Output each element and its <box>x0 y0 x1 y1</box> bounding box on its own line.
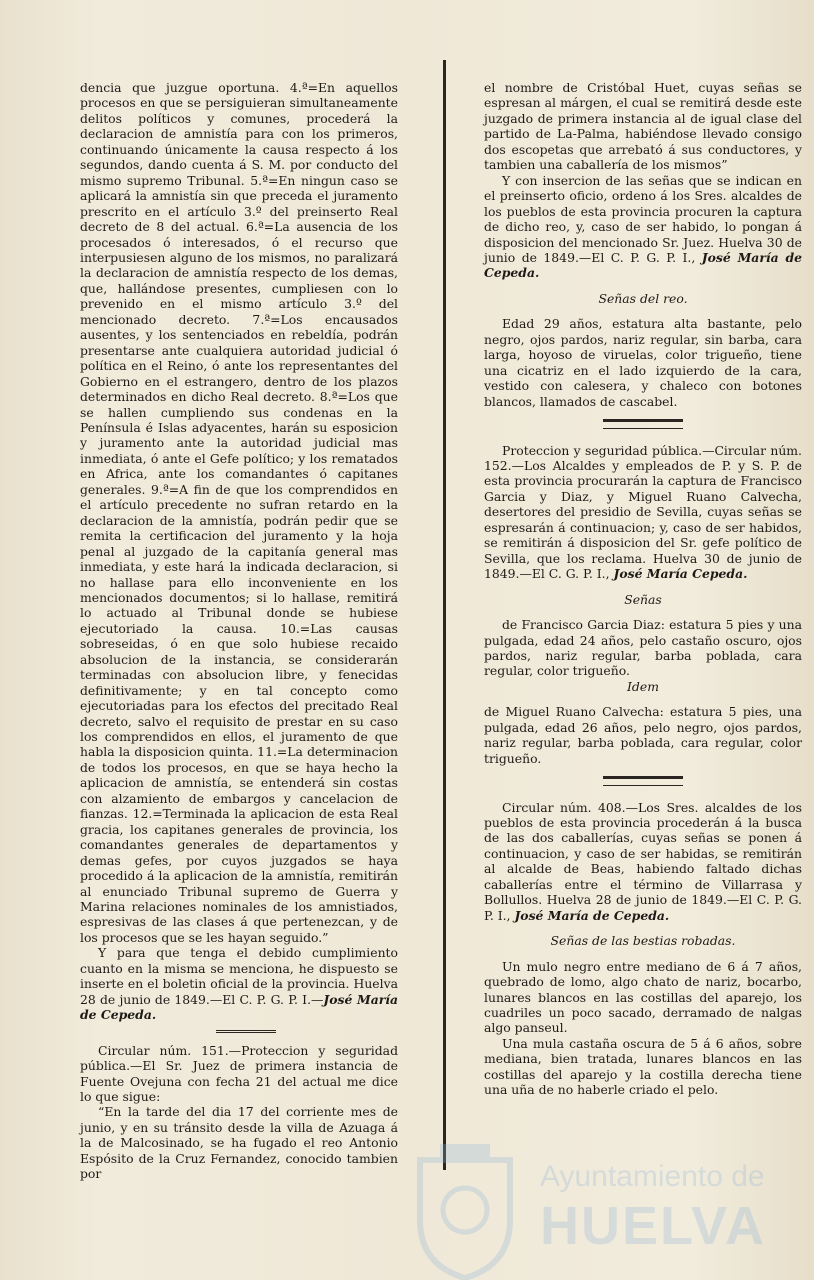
section-divider <box>484 774 802 789</box>
signature: José María de Cepeda. <box>80 991 399 1023</box>
description-paragraph: Una mula castaña oscura de 5 á 6 años, sobre mediana, bien tratada, lunares blancos en las costillas del aparejo y la costilla derecha tiene una uña de no haberle criado el pelo. <box>484 1035 802 1098</box>
description-paragraph: Un mulo negro entre mediano de 6 á 7 años, quebrado de lomo, algo chato de nariz, bocarbo, lunares blancos en las costillas del aparejo, los cuadriles un poco sacado, derramado de nalgas algo panseul. <box>484 958 802 1036</box>
watermark-title: HUELVA <box>540 1196 766 1256</box>
circular-152-paragraph: Proteccion y seguridad pública.—Circular núm. 152.—Los Alcaldes y empleados de P. y S. P. de esta provincia procurarán la captura de Francisco Garcia y Diaz, y Miguel Ruano Calvecha, desertores del presidio de Sevilla, cuyas señas se espresarán á continuacion; y, caso de ser habidos, se remitirán á disposicion del Sr. gefe político de Sevilla, que los reclama. Huelva 30 de junio de 1849.—El C. G. P. I., José María Cepeda. <box>484 442 802 582</box>
watermark-subtitle: Ayuntamiento de <box>540 1160 765 1193</box>
coat-of-arms-icon <box>410 1140 520 1280</box>
decree-rules-paragraph: dencia que juzgue oportuna. 4.ª=En aquellos procesos en que se persiguieran simultaneamente delitos políticos y comunes, procederá la declaracion de amnistía para con los primeros, continuando únicamente la causa respecto á los segundos, dando cuenta á S. M. por conducto del mismo supremo Tribunal. 5.ª=En ningun caso se aplicará la amnistía sin que preceda el juramento prescrito en el artículo 3.º del preinserto Real decreto de 8 del actual. 6.ª=La ausencia de los procesados ó interesados, ó el recurso que interpusiesen alguno de los mismos, no paralizará la declaracion de amnistía respecto de los demas, que, hallándose presentes, cumpliesen con lo prevenido en el mismo artículo 3.º del mencionado decreto. 7.ª=Los encausados ausentes, y los sentenciados en rebeldía, podrán presentarse ante cualquiera autoridad judicial ó política en el Reino, ó ante los representantes del Gobierno en el estrangero, dentro de los plazos determinados en dicho Real decreto. 8.ª=Los que se hallen cumpliendo sus condenas en la Península é Islas adyacentes, harán su esposicion y juramento ante la autoridad judicial mas inmediata, ó ante el Gefe político; y los rematados en Africa, ante los comandantes ó capitanes generales. 9.ª=A fin de que los comprendidos en el artículo precedente no sufran retardo en la declaracion de la amnistía, podrán pedir que se remita la certificacion del juramento y la hoja penal al juzgado de la capitanía general mas inmediata, y este hará la indicada declaracion, si no hallase para ello inconveniente en los mencionados documentos; si lo hallase, remitirá lo actuado al Tribunal donde se hubiese ejecutoriado la causa. 10.=Las causas sobreseidas, ó en que solo hubiese recaido absolucion de la instancia, se considerarán terminadas con absolucion libre, y fenecidas definitivamente; y en tal concepto como ejecutoriadas para los efectos del precitado Real decreto, salvo el requisito de prestar en su caso los comprendidos en ellos, el juramento de que habla la disposicion quinta. 11.=La determinacion de todos los procesos, en que se haya hecho la aplicacion de amnistía, se entenderá sin costas con alzamiento de embargos y cancelacion de fianzas. 12.=Terminada la aplicacion de esta Real gracia, los capitanes generales de provincia, los comandantes generales de departamentos y demas gefes, por cuyos juzgados se haya procedido á la aplicacion de la amnistía, remitirán al enunciado Tribunal supremo de Guerra y Marina relaciones nominales de los amnistiados, espresivas de las clases á que pertenezcan, y de los procesos que se les hayan seguido.” <box>80 80 398 945</box>
closing-paragraph: Y para que tenga el debido cumplimiento cuanto en la misma se menciona, he dispuesto se inserte en el boletin oficial de la provincia. Huelva 28 de junio de 1849.—El C. P. G. P. I.—José María de Cepeda. <box>80 945 399 1023</box>
left-column <box>80 80 398 1182</box>
description-paragraph: Edad 29 años, estatura alta bastante, pelo negro, ojos pardos, nariz regular, sin barba, cara larga, hoyoso de viruelas, color trigueño, tiene una cicatriz en el lado izquierdo de la cara, vestido con calesera, y chaleco con botones blancos, llamados de cascabel. <box>484 316 802 409</box>
continuation-paragraph: el nombre de Cristóbal Huet, cuyas señas se espresan al márgen, el cual se remitirá desde este juzgado de primera instancia al de igual clase del partido de La-Palma, habiéndose llevado consigo dos escopetas que arrebató á sus conductores, y tambien una caballería de los mismos” <box>484 80 802 173</box>
quoted-report-paragraph: “En la tarde del dia 17 del corriente mes de junio, y en su tránsito desde la villa de Azuaga á la de Malcosinado, se ha fugado el reo Antonio Espósito de la Cruz Fernandez, conocido tambien por <box>80 1104 398 1182</box>
signature: José María de Cepeda. <box>484 249 802 281</box>
circular-151-paragraph: Circular núm. 151.—Proteccion y seguridad pública.—El Sr. Juez de primera instancia de Fuente Ovejuna con fecha 21 del actual me dice lo que sigue: <box>80 1042 398 1104</box>
circular-408-paragraph: Circular núm. 408.—Los Sres. alcaldes de los pueblos de esta provincia procederán á la busca de las dos caballerías, cuyas señas se ponen á continuacion, y caso de ser habidas, se remitirán al alcalde de Beas, habiendo faltado dichas caballerías entre el término de Villarrasa y Bollullos. Huelva 28 de junio de 1849.—El C. P. G. P. I., José María de Cepeda. <box>484 799 802 923</box>
order-paragraph: Y con insercion de las señas que se indican en el preinserto oficio, ordeno á los Sres. alcaldes de los pueblos de esta provincia procuren la captura de dicho reo, y, caso de ser habido, lo pongan á disposicion del mencionado Sr. Juez. Huelva 30 de junio de 1849.—El C. P. G. P. I., José María de Cepeda. <box>484 172 802 281</box>
section-heading: Señas <box>624 591 662 607</box>
section-divider <box>216 1030 276 1033</box>
signature: José María de Cepeda. <box>514 907 670 923</box>
watermark <box>410 1120 814 1280</box>
signature: José María Cepeda. <box>613 566 748 582</box>
section-heading: Señas de las bestias robadas. <box>550 933 736 949</box>
section-divider <box>484 417 802 432</box>
description-paragraph: de Miguel Ruano Calvecha: estatura 5 pies, una pulgada, edad 26 años, pelo negro, ojos pardos, nariz regular, barba poblada, cara regular, color trigueño. <box>484 704 802 766</box>
description-paragraph: de Francisco Garcia Diaz: estatura 5 pies y una pulgada, edad 24 años, pelo castaño oscuro, ojos pardos, nariz regular, barba poblada, cara regular, color trigueño. <box>484 617 802 679</box>
right-column <box>484 80 802 1098</box>
column-rule <box>443 60 446 1170</box>
section-heading: Idem <box>627 678 659 694</box>
section-heading: Señas del reo. <box>598 290 688 306</box>
